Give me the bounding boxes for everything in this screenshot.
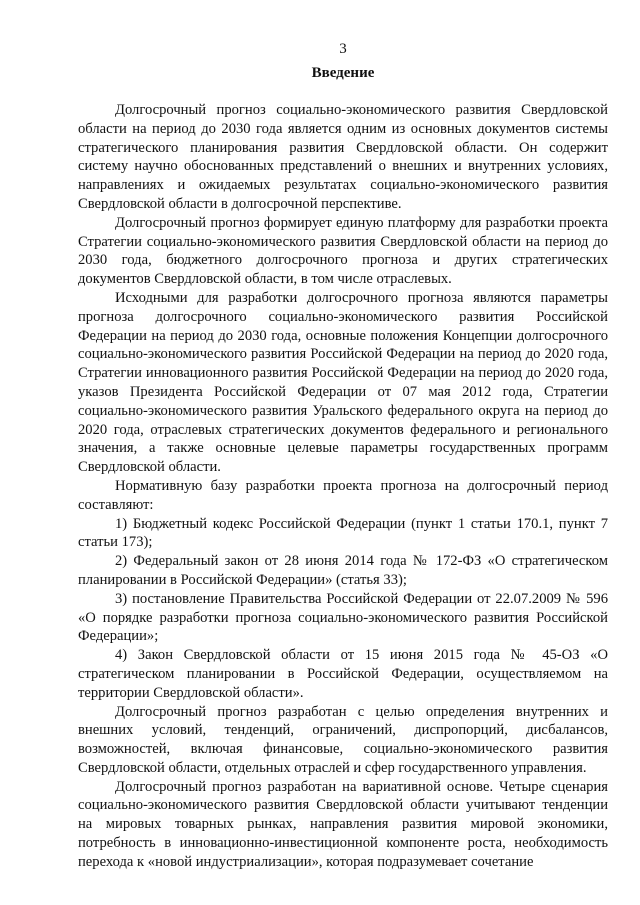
paragraph-scenarios: Долгосрочный прогноз разработан на вариативной основе. Четыре сценария социально-экономического развития Свердловской области учитывают тенденции на мировых товарных рынках, направления развития мировой экономики, потребность в инновационно-инвестиционной компоненте роста, необходимость перехода к «новой индустриализации», которая подразумевает сочетание	[78, 778, 608, 870]
page-number: 3	[339, 41, 347, 57]
paragraph-purpose: Долгосрочный прогноз разработан с целью определения внутренних и внешних условий, тенденций, ограничений, диспропорций, дисбалансов, возможностей, включая финансовые, социально-экономического развития Свердловской области, отдельных отраслей и сфер государственного управления.	[78, 703, 608, 776]
list-item-3: 3) постановление Правительства Российской Федерации от 22.07.2009 № 596 «О порядке разработки прогноза социально-экономического развития Российской Федерации»;	[78, 590, 608, 645]
list-item-4: 4) Закон Свердловской области от 15 июня 2015 года № 45-ОЗ «О стратегическом планировании в Российской Федерации, осуществляемом на территории Свердловской области».	[78, 647, 608, 701]
paragraph-legal-basis: Нормативную базу разработки проекта прогноза на долгосрочный период составляют:	[78, 477, 608, 513]
section-title: Введение	[311, 65, 375, 81]
paragraph-platform: Долгосрочный прогноз формирует единую платформу для разработки проекта Стратегии социально-экономического развития Свердловской области на период до 2030 года, бюджетного долгосрочного прогноза и других стратегических документов Свердловской области, в том числе отраслевых.	[78, 214, 608, 288]
paragraph-intro: Долгосрочный прогноз социально-экономического развития Свердловской области на период до 2030 года является одним из основных документов системы стратегического планирования развития Свердловской области. Он содержит систему научно обоснованных представлений о внешних и внутренних условиях, направлениях и ожидаемых результатах социально-экономического развития Свердловской области в долгосрочной перспективе.	[78, 102, 608, 212]
paragraph-sources: Исходными для разработки долгосрочного прогноза являются параметры прогноза долгосрочного социально-экономического развития Российской Федерации на период до 2030 года, основные положения Концепции долгосрочного социально-экономического развития Российской Федерации на период до 2020 года, Стратегии инновационного развития Российской Федерации на период до 2020 года, указов Президента Российской Федерации от 07 мая 2012 года, Стратегии социально-экономического развития Уральского федерального округа на период до 2020 года, отраслевых стратегических документов федерального и регионального значения, а также основные целевые параметры государственных программ Свердловской области.	[78, 289, 608, 476]
list-item-1: 1) Бюджетный кодекс Российской Федерации (пункт 1 статьи 170.1, пункт 7 статьи 173);	[78, 515, 608, 551]
list-item-2: 2) Федеральный закон от 28 июня 2014 года № 172-ФЗ «О стратегическом планировании в Российской Федерации» (статья 33);	[78, 553, 608, 588]
